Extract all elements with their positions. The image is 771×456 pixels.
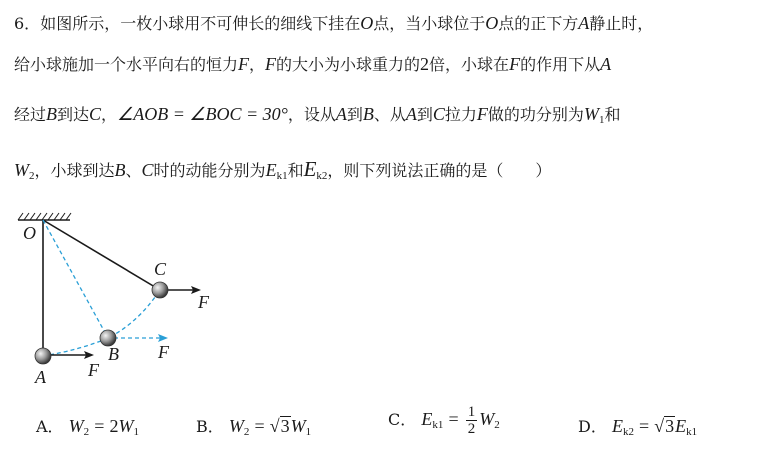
symbol-e: E	[611, 416, 623, 436]
text: ，	[249, 55, 266, 74]
label-b: B	[108, 344, 119, 364]
text: 经过	[14, 105, 47, 124]
force-arrow-b	[114, 334, 168, 342]
number: 2	[420, 54, 430, 74]
symbol-w1	[584, 104, 605, 124]
ball-a	[35, 348, 51, 364]
subscript: 2	[494, 419, 500, 431]
option-d[interactable]	[578, 414, 697, 444]
text: 的大小为小球重力的	[276, 55, 421, 74]
sqrt-sign: √	[654, 416, 665, 436]
text: 和	[287, 161, 304, 180]
text: 做的功分别为	[487, 105, 584, 124]
equals: =	[94, 416, 105, 436]
symbol-ek1	[675, 416, 697, 436]
text: 的作用下从	[520, 55, 601, 74]
question-number: 6．	[14, 14, 41, 33]
numerator: 1	[467, 404, 476, 420]
subscript: k1	[686, 426, 698, 438]
symbol-w2	[69, 416, 90, 436]
option-letter: D．	[578, 417, 607, 436]
text: 点的正下方	[498, 14, 579, 33]
symbol-w: W	[14, 160, 29, 180]
symbol-w1	[119, 416, 140, 436]
label-o: O	[23, 223, 36, 243]
subscript: k1	[432, 419, 444, 431]
symbol-f: F	[265, 54, 277, 74]
text: 给小球施加一个水平向右的恒力	[14, 55, 239, 74]
text: 、从	[373, 105, 406, 124]
symbol-c: C	[89, 104, 102, 124]
text: 到	[416, 105, 433, 124]
radicand: 3	[280, 416, 290, 436]
subscript: k2	[316, 170, 328, 182]
symbol-e: E	[303, 157, 317, 181]
text: 到	[346, 105, 363, 124]
symbol-ek1	[421, 409, 443, 429]
fraction-one-half	[466, 404, 478, 437]
text: ，	[101, 105, 118, 124]
symbol-f: F	[238, 54, 250, 74]
symbol-ek2	[304, 157, 328, 181]
radicand: 3	[665, 416, 675, 436]
subscript: 2	[83, 426, 90, 438]
equals: =	[639, 416, 650, 436]
symbol-a: A	[578, 13, 590, 33]
text: ，则下列说法正确的是（ ）	[327, 161, 552, 180]
subscript: 1	[598, 114, 605, 126]
symbol-c: C	[141, 160, 154, 180]
symbol-w2	[14, 160, 35, 180]
question-line-3	[14, 103, 620, 131]
option-letter: C．	[388, 410, 417, 429]
symbol-c: C	[432, 104, 445, 124]
angle-equation: ∠AOB = ∠BOC = 30°	[117, 104, 288, 124]
string-oc	[43, 220, 160, 290]
symbol-e: E	[421, 409, 433, 429]
text: 和	[604, 105, 621, 124]
symbol-e: E	[675, 416, 687, 436]
text: 静止时，	[589, 14, 654, 33]
symbol-ek2	[612, 416, 634, 436]
text: ，小球到达	[34, 161, 115, 180]
subscript: 1	[305, 426, 312, 438]
symbol-f: F	[509, 54, 521, 74]
symbol-b: B	[114, 160, 126, 180]
ball-c	[152, 282, 168, 298]
symbol-a: A	[600, 54, 612, 74]
label-f-b: F	[158, 342, 169, 362]
equals: =	[448, 409, 459, 429]
label-a: A	[35, 367, 46, 387]
symbol-e: E	[265, 160, 277, 180]
text: 倍，小球在	[429, 55, 510, 74]
symbol-w: W	[479, 409, 495, 429]
symbol-w2	[479, 409, 500, 429]
subscript: 2	[29, 170, 35, 182]
question-line-4	[14, 158, 551, 187]
trajectory-path	[43, 290, 160, 356]
force-arrow-c	[166, 286, 201, 294]
subscript: 1	[133, 426, 139, 438]
symbol-w: W	[290, 416, 306, 436]
ceiling	[18, 213, 71, 220]
option-letter: B．	[196, 417, 224, 436]
text: 到达	[57, 105, 90, 124]
option-b[interactable]	[196, 414, 311, 444]
symbol-w: W	[583, 104, 599, 124]
coefficient: 2	[109, 416, 119, 436]
symbol-w2	[229, 416, 250, 436]
option-a[interactable]	[36, 414, 139, 444]
option-letter: A．	[36, 417, 64, 436]
text: 点，当小球位于	[373, 14, 486, 33]
label-c: C	[154, 259, 167, 279]
option-c[interactable]	[388, 404, 500, 437]
symbol-w1	[291, 416, 312, 436]
text: 时的动能分别为	[153, 161, 266, 180]
symbol-w: W	[228, 416, 244, 436]
symbol-w: W	[68, 416, 84, 436]
text: 如图所示，一枚小球用不可伸长的细线下挂在	[40, 14, 361, 33]
sqrt-sign: √	[269, 416, 280, 436]
string-ob-dashed	[43, 220, 108, 338]
subscript: 2	[243, 426, 250, 438]
symbol-b: B	[362, 104, 374, 124]
question-line-2	[14, 53, 611, 76]
symbol-o: O	[360, 13, 374, 33]
symbol-o: O	[485, 13, 499, 33]
equals: =	[254, 416, 265, 436]
subscript: k1	[276, 170, 288, 182]
symbol-ek1	[266, 160, 288, 180]
question-line-1	[14, 12, 653, 35]
denominator: 2	[467, 421, 476, 437]
label-f-a: F	[88, 360, 99, 380]
force-arrow-a	[50, 351, 94, 359]
text: 、	[125, 161, 142, 180]
symbol-a: A	[335, 104, 347, 124]
subscript: k2	[622, 426, 634, 438]
text: ，设从	[287, 105, 336, 124]
symbol-a: A	[405, 104, 417, 124]
symbol-f: F	[476, 104, 488, 124]
symbol-w: W	[118, 416, 134, 436]
text: 拉力	[444, 105, 477, 124]
label-f-c: F	[198, 292, 209, 312]
pendulum-figure	[10, 208, 235, 393]
symbol-b: B	[46, 104, 58, 124]
